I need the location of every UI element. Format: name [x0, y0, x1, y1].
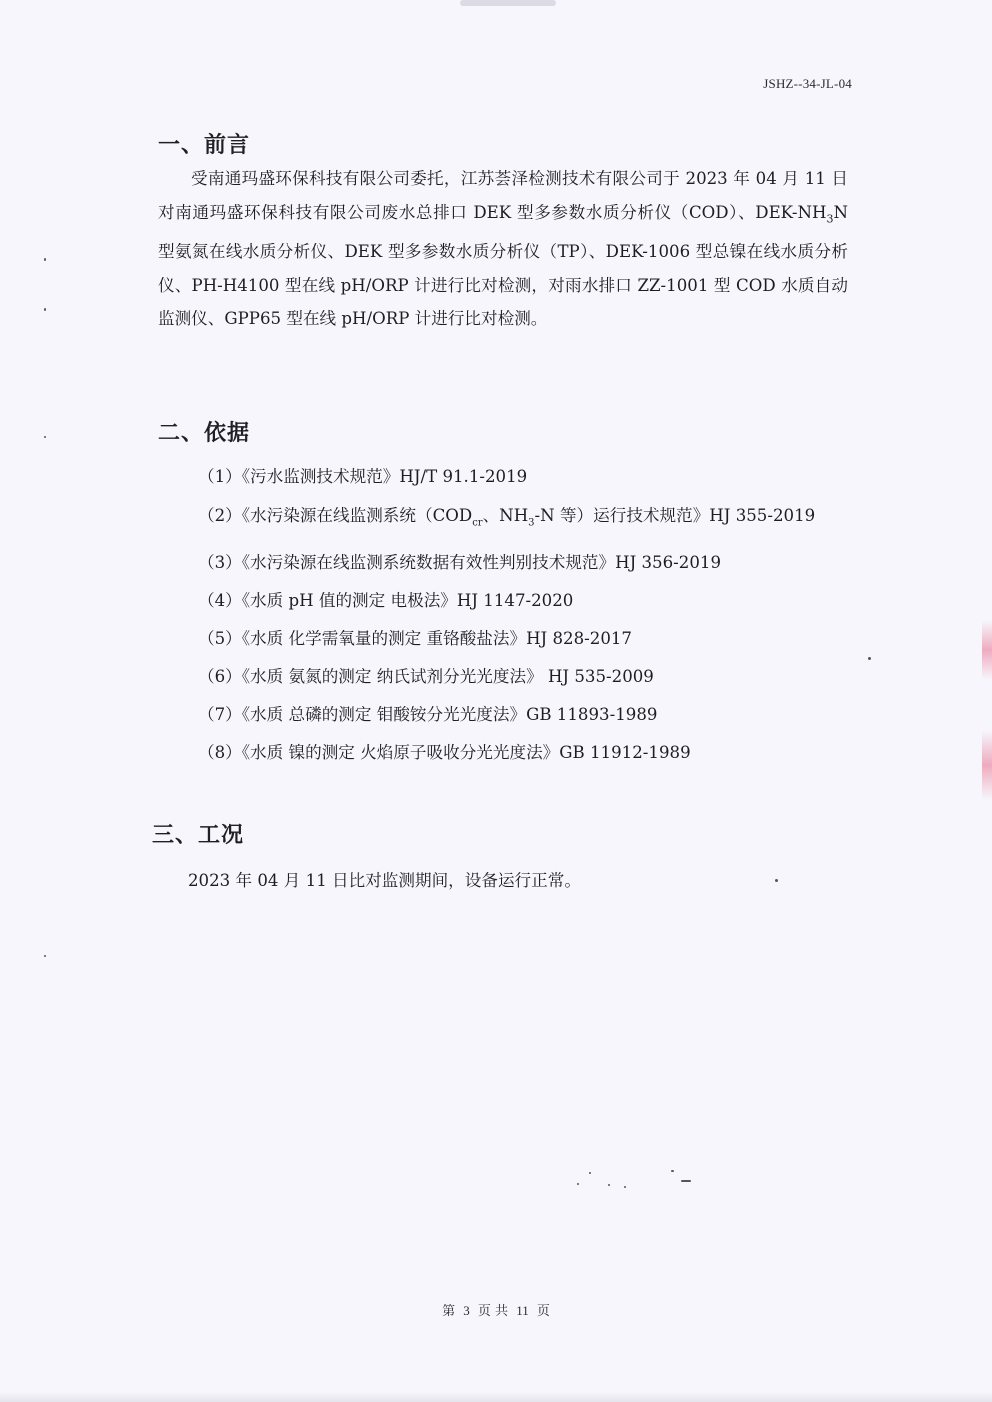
scan-speck [44, 308, 46, 311]
reference-item: （1）《污水监测技术规范》HJ/T 91.1-2019 [198, 467, 528, 486]
section-heading-basis: 二、依据 [158, 421, 251, 446]
scan-speck [608, 1184, 610, 1186]
footer-page-number: 3 [463, 1303, 470, 1318]
footer-prefix: 第 [442, 1304, 456, 1319]
scan-speck [589, 1172, 591, 1174]
scan-speck [577, 1183, 579, 1185]
reference-list [158, 460, 848, 774]
reference-subscript: 3 [528, 517, 535, 529]
conditions-paragraph: 2023 年 04 月 11 日比对监测期间，设备运行正常。 [188, 871, 581, 890]
scan-speck [681, 1180, 691, 1182]
footer-middle: 页 共 [477, 1304, 509, 1319]
scan-speck [44, 258, 46, 261]
reference-item: （3）《水污染源在线监测系统数据有效性判别技术规范》HJ 356-2019 [198, 553, 722, 573]
reference-item: （4）《水质 pH 值的测定 电极法》HJ 1147-2020 [198, 591, 574, 611]
preface-text-continued: N 型氨氮在线水质分析仪、DEK 型多参数水质分析仪（TP）、DEK-1006 型总镍在线水质分析仪、PH-H4100 型在线 pH/ORP 计进行比对检测，对雨水排口 ZZ-1001 型 COD 水质自动监测仪、GPP65 型在线 pH/ORP 计进行比对检测。 [158, 202, 848, 329]
reference-item: （6）《水质 氨氮的测定 纳氏试剂分光光度法》 HJ 535-2009 [198, 667, 654, 687]
scan-speck [44, 955, 46, 957]
preface-subscript: 3 [826, 211, 834, 225]
document-code: JSHZ--34-JL-04 [763, 76, 852, 91]
scan-speck [624, 1186, 626, 1188]
section-heading-conditions: 三、工况 [152, 823, 245, 848]
page-footer [0, 1300, 992, 1319]
scan-speck [671, 1170, 674, 1172]
preface-paragraph [158, 162, 848, 336]
scan-speck [868, 657, 871, 660]
scan-bottom-edge [0, 1392, 992, 1402]
reference-item: （2）《水污染源在线监测系统（$COD_{cr}$、$NH_3-N$ 等）运行技术规范》HJ 355-2019 [198, 506, 816, 529]
reference-item: （5）《水质 化学需氧量的测定 重铬酸盐法》HJ 828-2017 [198, 629, 632, 649]
scan-speck [775, 879, 778, 882]
reference-subscript: cr [472, 517, 483, 529]
red-stamp-edge-mark [982, 730, 992, 800]
reference-item: （8）《水质 镍的测定 火焰原子吸收分光光度法》GB 11912-1989 [198, 743, 691, 763]
preface-text: 受南通玛盛环保科技有限公司委托，江苏荟泽检测技术有限公司于 2023 年 04 月 11 日对南通玛盛环保科技有限公司废水总排口 DEK 型多参数水质分析仪（COD）、DEK-NH [158, 169, 848, 222]
scan-smudge [460, 0, 556, 6]
scan-speck [44, 436, 46, 438]
red-stamp-edge-mark [982, 620, 992, 680]
section-heading-preface: 一、前言 [158, 133, 251, 158]
reference-item: （7）《水质 总磷的测定 钼酸铵分光光度法》GB 11893-1989 [198, 705, 658, 725]
footer-page-total: 11 [516, 1303, 529, 1318]
footer-suffix: 页 [536, 1304, 550, 1319]
